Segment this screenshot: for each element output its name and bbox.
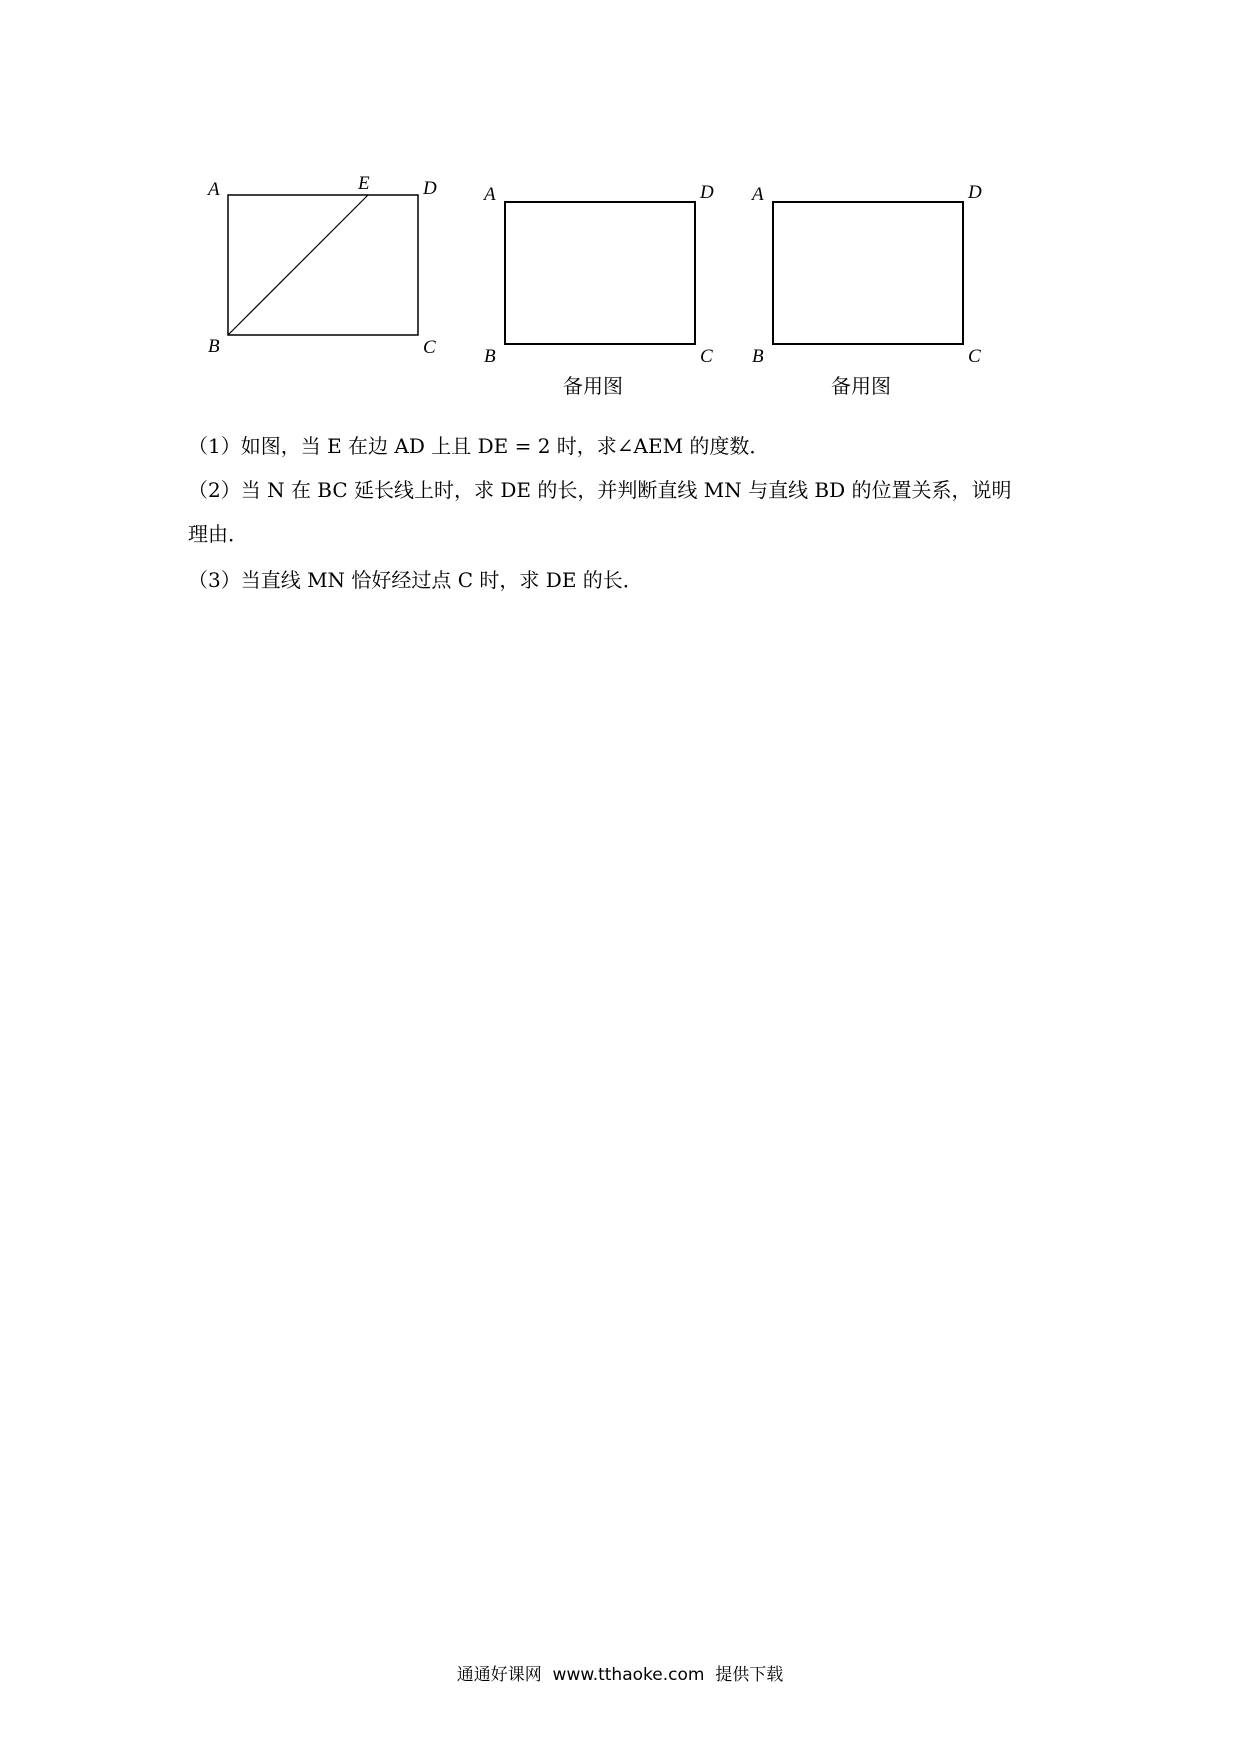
question-3: （3）当直线 MN 恰好经过点 C 时，求 DE 的长． (188, 568, 643, 592)
label-a: A (208, 179, 220, 200)
figure-3 (746, 170, 1006, 405)
segment-be (228, 195, 368, 335)
label-a: A (752, 184, 764, 205)
label-c: C (968, 346, 981, 367)
label-b: B (208, 336, 220, 357)
figure-caption: 备用图 (831, 374, 891, 398)
figure-2 (478, 170, 738, 405)
label-e: E (358, 173, 370, 194)
label-d: D (700, 182, 714, 203)
rectangle-abcd (228, 195, 418, 335)
label-a: A (484, 184, 496, 205)
label-c: C (700, 346, 713, 367)
question-2-continuation: 理由． (188, 522, 248, 546)
label-b: B (752, 346, 764, 367)
label-c: C (423, 337, 436, 358)
label-d: D (423, 178, 437, 199)
rectangle-abcd (505, 202, 695, 344)
label-d: D (968, 182, 982, 203)
question-2: （2）当 N 在 BC 延长线上时，求 DE 的长，并判断直线 MN 与直线 BD 的位置关系，说明 (188, 478, 1012, 502)
figure-caption: 备用图 (563, 374, 623, 398)
question-1: （1）如图，当 E 在边 AD 上且 DE = 2 时，求∠AEM 的度数． (188, 434, 770, 458)
figure-1 (200, 168, 450, 368)
label-b: B (484, 346, 496, 367)
footer-source: 通通好课网 www.tthaoke.com 提供下载 (456, 1665, 784, 1685)
rectangle-abcd (773, 202, 963, 344)
